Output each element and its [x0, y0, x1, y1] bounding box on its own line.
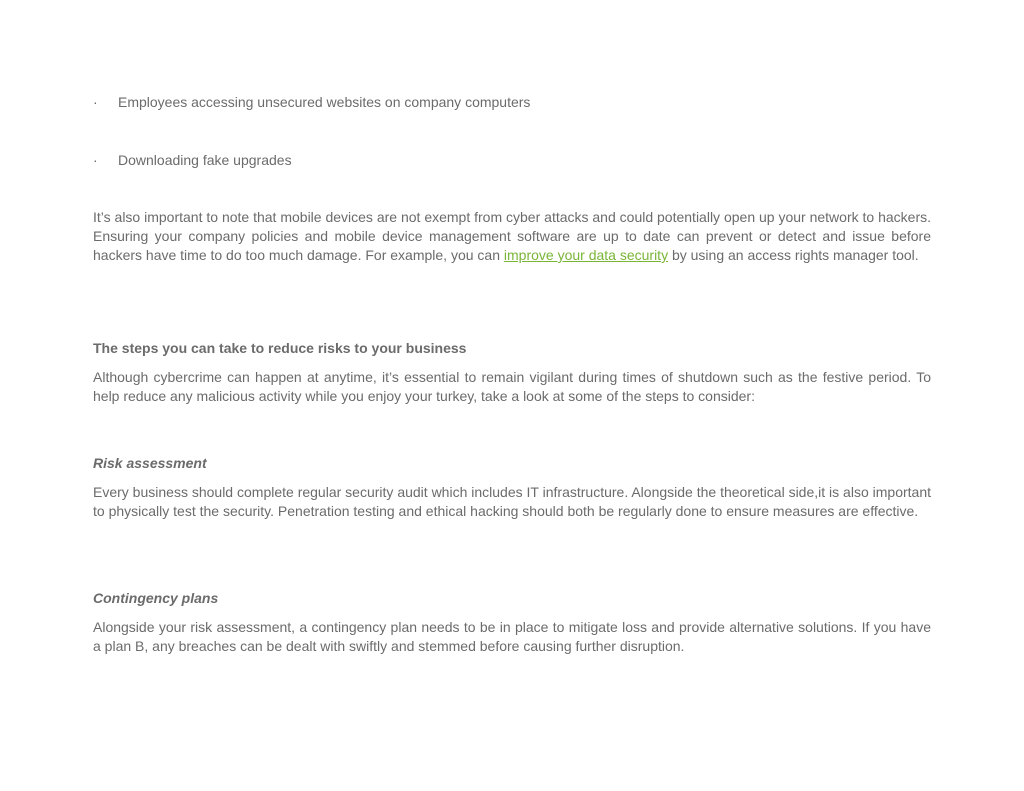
section-body-reduce-risks: Although cybercrime can happen at anytime, it’s essential to remain vigilant during times of shutdown such as the festive period. To help reduce any malicious activity while you enjoy your turkey, take a look at some of the steps to consider: [93, 369, 931, 404]
bullet-item [93, 93, 530, 112]
section-body-contingency-plans: Alongside your risk assessment, a contingency plan needs to be in place to mitigate loss and provide alternative solutions. If you have a plan B, any breaches can be dealt with swiftly and stemmed before causing further disruption. [93, 619, 931, 654]
bullet-marker: · [93, 94, 98, 110]
bullet-text: Downloading fake upgrades [118, 152, 292, 168]
section-body-risk-assessment: Every business should complete regular security audit which includes IT infrastructure. Alongside the theoretical side,it is also important to physically test the security. Penetration testing and ethical hacking should both be regularly done to ensure measures are effective. [93, 484, 931, 519]
data-security-link[interactable]: improve your data security [503, 247, 669, 263]
bullet-item [93, 151, 292, 170]
section-heading-risk-assessment: Risk assessment [93, 455, 207, 471]
bullet-text: Employees accessing unsecured websites on company computers [118, 94, 531, 110]
paragraph-text: It’s also important to note that mobile devices are not exempt from cyber attacks and could potentially open up your network to hackers. Ensuring your company policies and mobile device management software are up to date can prevent or detect and issue before hackers have time to do too much damage. For example, you can [93, 209, 931, 263]
section-heading-contingency-plans: Contingency plans [93, 590, 219, 606]
section-heading-reduce-risks: The steps you can take to reduce risks to your business [93, 340, 467, 356]
bullet-marker: · [93, 152, 98, 168]
mobile-devices-paragraph [93, 208, 931, 265]
paragraph-text: by using an access rights manager tool. [668, 247, 919, 263]
